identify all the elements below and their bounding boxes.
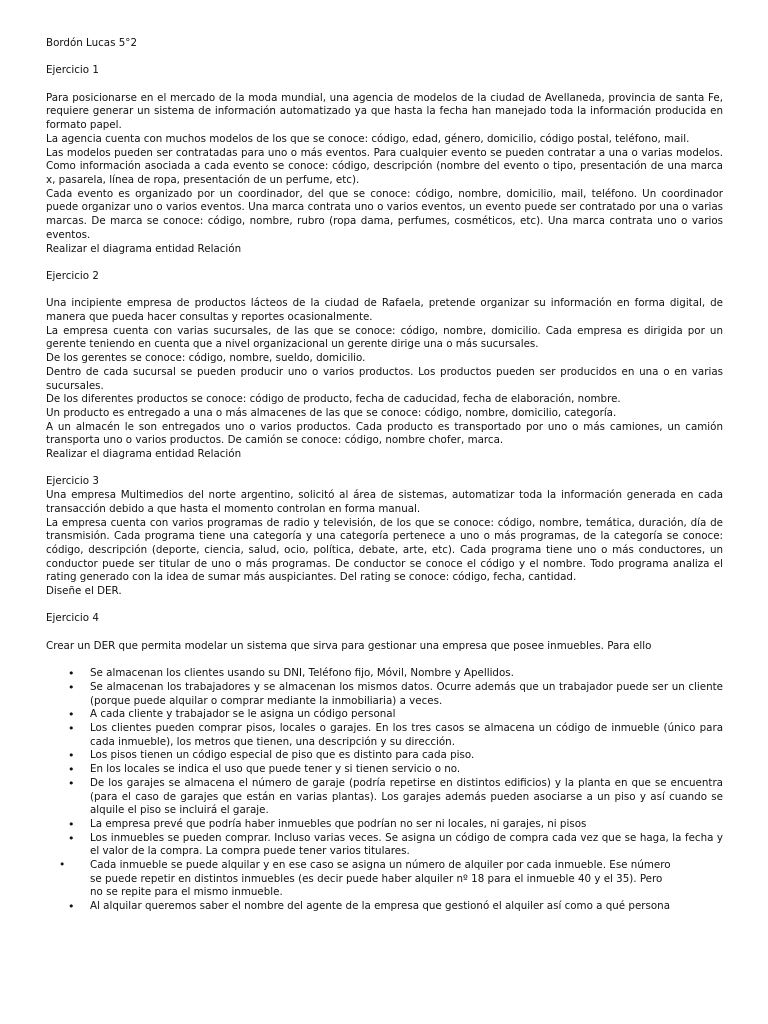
list-item: • En los locales se indica el uso que puede tener y si tienen servicio o no. [46,763,723,777]
exercise-4-title: Ejercicio 4 [46,612,99,625]
odd-item-line1: Cada inmueble se puede alquilar y en ese caso se asigna un número de alquiler por cada inmueble. Ese número [90,859,671,872]
ex3-paragraph: Diseñe el DER. [46,585,122,598]
list-item: • Al alquilar queremos saber el nombre del agente de la empresa que gestionó el alquiler así como a qué persona [46,900,723,914]
ex4-intro: Crear un DER que permita modelar un sistema que sirva para gestionar una empresa que posee inmuebles. Para ello [46,639,652,652]
list-item-odd [46,859,723,900]
ex3-paragraph: Una empresa Multimedios del norte argentino, solicitó al área de sistemas, automatizar toda la información generada en cada transacción debido a que hasta el momento controlan en forma manual. [46,489,723,515]
ex2-paragraph: De los diferentes productos se conoce: código de producto, fecha de caducidad, fecha de elaboración, nombre. [46,393,621,406]
ex1-paragraph: La agencia cuenta con muchos modelos de los que se conoce: código, edad, género, domicilio, código postal, teléfono, mail. [46,132,690,145]
list-item: • Los pisos tienen un código especial de piso que es distinto para cada piso. [46,749,723,763]
list-item: • Los inmuebles se pueden comprar. Incluso varias veces. Se asigna un código de compra cada vez que se haga, la fecha y el valor de la compra. La compra puede tener varios titulares. [46,832,723,859]
ex2-paragraph: Dentro de cada sucursal se pueden producir uno o varios productos. Los productos pueden ser producidos en una o en varias sucursales. [46,365,723,392]
list-item: • De los garajes se almacena el número de garaje (podría repetirse en distintos edificios) y la planta en que se encuentra (para el caso de garajes que están en varias plantas). Los garajes además pueden asociarse a un piso y así cuando se alquile el piso se incluirá el garaje. [46,777,723,818]
ex1-paragraph: Cada evento es organizado por un coordinador, del que se conoce: código, nombre, domicilio, mail, teléfono. Un coordinador puede organizar uno o varios eventos. Una marca contrata uno o varios eventos, un evento puede ser contratado por una o varias marcas. De marca se conoce: código, nombre, rubro (ropa dama, perfumes, cosméticos, etc). Una marca contrata uno o varios eventos. [46,187,723,241]
ex1-paragraph: Las modelos pueden ser contratadas para uno o más eventos. Para cualquier evento se pueden contratar a una o varias modelos. Como información asociada a cada evento se conoce: código, descripción (nombre del evento o tipo, presentación de una marca x, pasarela, línea de ropa, presentación de un perfume, etc). [46,146,723,186]
odd-item-line2: se puede repetir en distintos inmuebles (es decir puede haber alquiler nº 18 para el inmueble 40 y el 35). Pero [90,872,663,885]
ex2-paragraph: Realizar el diagrama entidad Relación [46,448,242,461]
odd-item-line3: no se repite para el mismo inmueble. [90,886,283,899]
document-page [46,37,723,914]
list-item: • Se almacenan los clientes usando su DNI, Teléfono fijo, Móvil, Nombre y Apellidos. [46,667,723,681]
ex1-paragraph: Para posicionarse en el mercado de la moda mundial, una agencia de modelos de la ciudad de Avellaneda, provincia de santa Fe, requiere generar un sistema de información automatizado ya que hasta la fecha han manejado toda la información producida en formato papel. [46,91,723,132]
ex2-paragraph: A un almacén le son entregados uno o varios productos. Cada producto es transportado por uno o más camiones, un camión transporta uno o varios productos. De camión se conoce: código, nombre chofer, marca. [46,420,723,447]
ex3-paragraph: La empresa cuenta con varios programas de radio y televisión, de los que se conoce: código, nombre, temática, duración, día de transmisión. Cada programa tiene una categoría y una categoría pertenece a uno o más programas, de la categoría se conoce: código, descripción (deporte, ciencia, salud, ocio, política, debate, arte, etc). Cada programa tiene uno o más conductores, un conductor puede ser titular de uno o más programas. De conductor se conoce el código y el nombre. Todo programa analiza el rating generado con la idea de sumar más auspiciantes. Del rating se conoce: código, fecha, cantidad. [46,516,723,584]
ex2-paragraph: Un producto es entregado a una o más almacenes de las que se conoce: código, nombre, domicilio, categoría. [46,406,617,419]
list-item: • La empresa prevé que podría haber inmuebles que podrían no ser ni locales, ni garajes, ni pisos [46,818,723,832]
list-item: • Los clientes pueden comprar pisos, locales o garajes. En los tres casos se almacena un código de inmueble (único para cada inmueble), los metros que tienen, una descripción y su dirección. [46,722,723,749]
ex1-paragraph: Realizar el diagrama entidad Relación [46,242,242,255]
list-item: • Se almacenan los trabajadores y se almacenan los mismos datos. Ocurre además que un trabajador puede ser un cliente (porque puede alquilar o comprar mediante la inmobiliaria) a veces. [46,681,723,708]
author-line: Bordón Lucas 5°2 [46,37,137,49]
exercise-1-title: Ejercicio 1 [46,64,99,77]
ex2-paragraph: De los gerentes se conoce: código, nombre, sueldo, domicilio. [46,352,366,365]
list-item: • A cada cliente y trabajador se le asigna un código personal [46,708,723,722]
exercise-2-title: Ejercicio 2 [46,269,99,282]
ex2-paragraph: La empresa cuenta con varias sucursales, de las que se conoce: código, nombre, domicilio. Cada empresa es dirigida por un gerente teniendo en cuenta que a nivel organizacional un gerente dirige una o más sucursales. [46,324,723,351]
bullet-glyph: • [46,859,66,872]
ex4-bullet-list-end [46,900,723,914]
exercise-3-title: Ejercicio 3 [46,475,99,488]
ex2-paragraph: Una incipiente empresa de productos lácteos de la ciudad de Rafaela, pretende organizar su información en forma digital, de manera que pueda hacer consultas y reportes ocasionalmente. [46,297,723,323]
ex4-bullet-list [46,667,723,859]
